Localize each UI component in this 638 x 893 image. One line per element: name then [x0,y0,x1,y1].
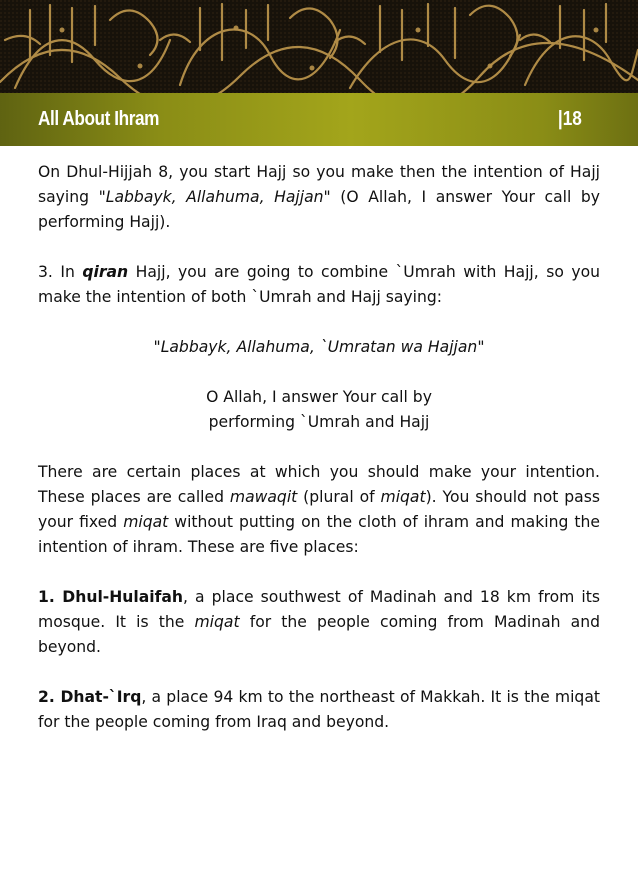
quote-text: Labbayk, Allahuma, `Umratan wa Hajjan [160,338,478,356]
quote-translation [38,385,600,435]
text-run: 3. In [38,263,83,281]
talbiyah-phrase: Labbayk, Allahuma, Hajjan [105,188,324,206]
miqat-term: miqat [380,488,426,506]
quote-mark: " [477,338,485,356]
translation-line: performing `Umrah and Hajj [208,413,430,431]
text-run: ). You should not pass your fixed [38,488,600,531]
miqat-term: miqat [123,513,169,531]
quote-talbiyah [38,335,600,360]
text-run: , a place southwest of Madinah and 18 km from its mosque. It is the [38,588,600,631]
text-run: " (O Allah, I answer Your call by performing Hajj). [38,188,600,231]
place-heading: 1. Dhul-Hulaifah [38,588,184,606]
miqat-term: miqat [194,613,240,631]
text-run: Hajj, you are going to combine `Umrah with Hajj, so you make the intention of both `Umrah and Hajj saying: [38,263,600,306]
text-run: There are certain places at which you should make your intention. These places are called [38,463,600,506]
chapter-title: All About Ihram [38,108,159,130]
page-number: |18 [558,108,582,130]
mawaqit-term: mawaqit [229,488,298,506]
paragraph-qiran [38,260,600,310]
text-run: , a place 94 km to the northeast of Makkah. It is the miqat for the people coming from Iraq and beyond. [38,688,600,731]
paragraph-hajj-intention [38,160,600,235]
text-run: (plural of [297,488,381,506]
paragraph-dhat-irq [38,685,600,735]
quote-mark: " [153,338,161,356]
kiswah-calligraphy-banner [0,0,638,93]
paragraph-dhul-hulaifah [38,585,600,660]
translation-line: O Allah, I answer Your call by [206,388,432,406]
text-run: for the people coming from Madinah and beyond. [38,613,600,656]
text-run: On Dhul-Hijjah 8, you start Hajj so you make then the intention of Hajj saying " [38,163,600,206]
qiran-term: qiran [82,263,129,281]
page-body [38,160,600,760]
text-run: without putting on the cloth of ihram and making the intention of ihram. These are five places: [38,513,600,556]
place-heading: 2. Dhat-`Irq [38,688,142,706]
calligraphy-image [0,0,638,93]
paragraph-mawaqit [38,460,600,560]
